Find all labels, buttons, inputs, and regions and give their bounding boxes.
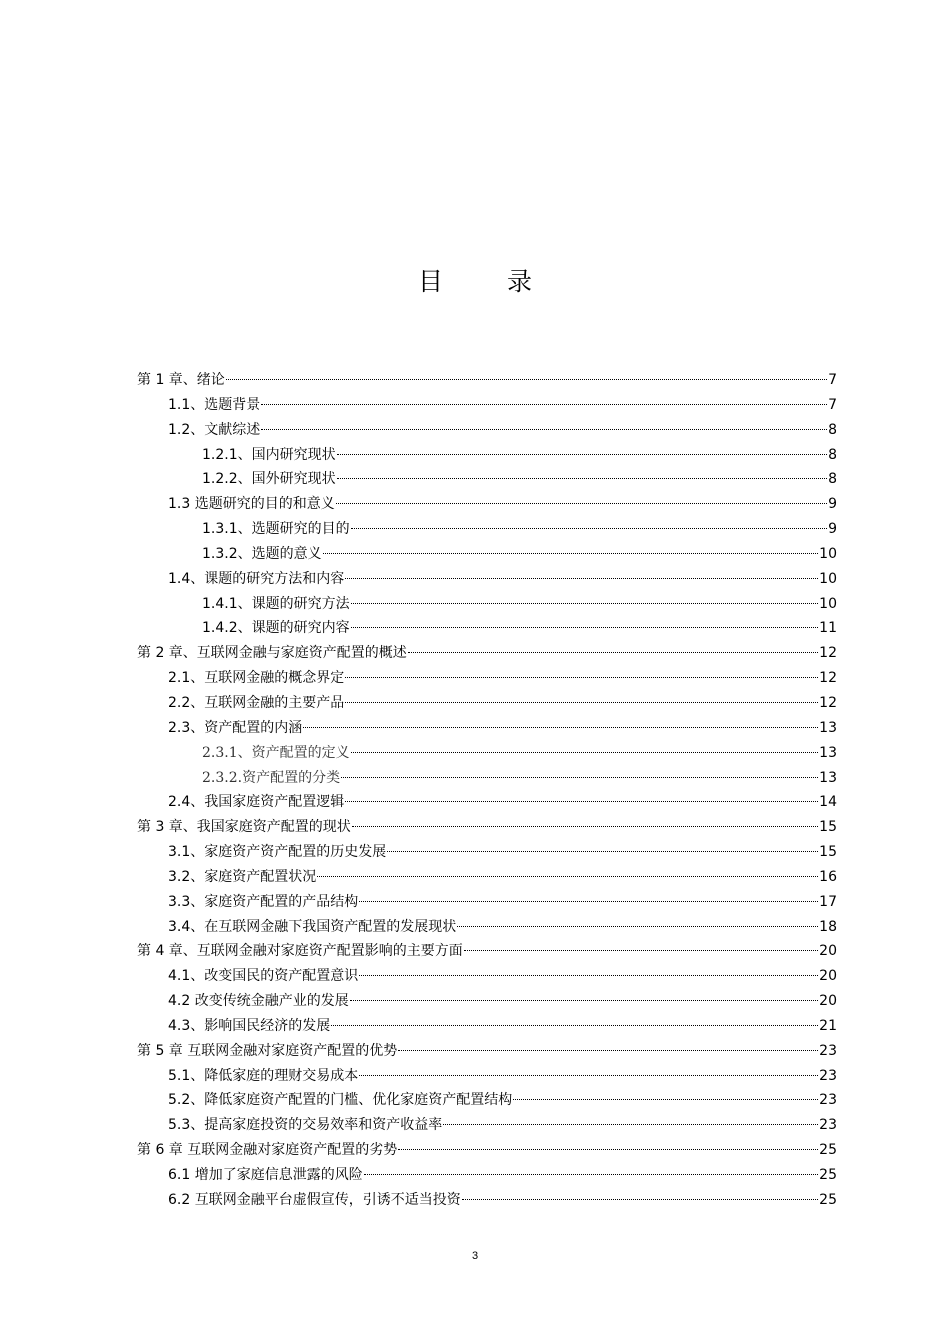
- toc-entry[interactable]: [137, 1088, 837, 1113]
- toc-entry[interactable]: [137, 666, 837, 691]
- dot-leader: [359, 901, 818, 902]
- toc-entry[interactable]: [137, 1064, 837, 1089]
- dot-leader: [303, 727, 818, 728]
- dot-leader: [464, 950, 818, 951]
- toc-entry-label: 第 4 章、互联网金融对家庭资产配置影响的主要方面: [137, 943, 463, 960]
- toc-entry-label: 3.4、在互联网金融下我国资产配置的发展现状: [168, 918, 457, 935]
- dot-leader: [261, 404, 827, 405]
- toc-entry-page: 20: [819, 993, 837, 1010]
- toc-entry-page: 20: [819, 968, 837, 985]
- dot-leader: [513, 1099, 818, 1100]
- toc-entry-label: 1.3.2、选题的意义: [202, 545, 322, 562]
- dot-leader: [337, 478, 827, 479]
- toc-entry-page: 25: [819, 1191, 837, 1208]
- toc-entry[interactable]: [137, 616, 837, 641]
- toc-entry-label: 1.2.2、国外研究现状: [202, 471, 336, 488]
- toc-entry-label: 3.1、家庭资产资产配置的历史发展: [168, 844, 387, 861]
- toc-entry[interactable]: [137, 939, 837, 964]
- dot-leader: [341, 777, 818, 778]
- toc-entry-label: 5.3、提高家庭投资的交易效率和资产收益率: [168, 1117, 443, 1134]
- toc-entry[interactable]: [137, 815, 837, 840]
- toc-entry-page: 7: [828, 396, 837, 413]
- toc-entry-label: 第 2 章、互联网金融与家庭资产配置的概述: [137, 645, 407, 662]
- toc-entry[interactable]: [137, 741, 837, 766]
- dot-leader: [364, 1174, 818, 1175]
- dot-leader: [398, 1050, 818, 1051]
- toc-entry[interactable]: [137, 1163, 837, 1188]
- toc-entry[interactable]: [137, 443, 837, 468]
- toc-entry-page: 13: [819, 744, 837, 761]
- toc-entry-label: 1.2、文献综述: [168, 421, 261, 438]
- toc-entry-page: 23: [819, 1117, 837, 1134]
- dot-leader: [351, 528, 827, 529]
- toc-entry-label: 1.1、选题背景: [168, 396, 261, 413]
- dot-leader: [261, 429, 827, 430]
- toc-entry[interactable]: [137, 368, 837, 393]
- toc-entry-page: 23: [819, 1042, 837, 1059]
- toc-entry-label: 第 6 章 互联网金融对家庭资产配置的劣势: [137, 1142, 398, 1159]
- toc-entry-page: 8: [828, 421, 837, 438]
- toc-entry-page: 14: [819, 794, 837, 811]
- toc-entry-page: 13: [819, 769, 837, 786]
- dot-leader: [408, 652, 818, 653]
- toc-entry-page: 17: [819, 893, 837, 910]
- dot-leader: [443, 1124, 818, 1125]
- toc-entry-label: 1.4.1、课题的研究方法: [202, 595, 350, 612]
- toc-entry-page: 9: [828, 496, 837, 513]
- dot-leader: [351, 627, 819, 628]
- toc-entry[interactable]: [137, 492, 837, 517]
- toc-entry-label: 第 1 章、绪论: [137, 372, 225, 388]
- toc-entry-page: 23: [819, 1067, 837, 1084]
- toc-entry-page: 21: [819, 1017, 837, 1034]
- dot-leader: [350, 1000, 818, 1001]
- toc-entry-page: 7: [828, 372, 837, 388]
- toc-entry-page: 11: [819, 620, 837, 637]
- dot-leader: [352, 826, 818, 827]
- toc-entry-page: 15: [819, 844, 837, 861]
- toc-entry-label: 5.1、降低家庭的理财交易成本: [168, 1067, 359, 1084]
- toc-entry-label: 3.2、家庭资产配置状况: [168, 868, 317, 885]
- toc-entry[interactable]: [137, 915, 837, 940]
- toc-entry[interactable]: [137, 865, 837, 890]
- toc-entry-label: 1.2.1、国内研究现状: [202, 446, 336, 463]
- toc-entry-page: 25: [819, 1142, 837, 1159]
- toc-entry[interactable]: [137, 964, 837, 989]
- dot-leader: [336, 503, 827, 504]
- toc-entry[interactable]: [137, 1014, 837, 1039]
- toc-entry-page: 18: [819, 918, 837, 935]
- toc-entry-page: 12: [819, 694, 837, 711]
- dot-leader: [345, 702, 818, 703]
- dot-leader: [226, 379, 827, 380]
- dot-leader: [462, 1199, 818, 1200]
- toc-entry[interactable]: [137, 641, 837, 666]
- dot-leader: [359, 975, 818, 976]
- toc-entry-page: 16: [819, 868, 837, 885]
- toc-entry[interactable]: [137, 1113, 837, 1138]
- toc-entry-label: 4.2 改变传统金融产业的发展: [168, 993, 349, 1010]
- toc-entry[interactable]: [137, 467, 837, 492]
- toc-entry[interactable]: [137, 840, 837, 865]
- toc-entry[interactable]: [137, 517, 837, 542]
- toc-entry-label: 2.3、资产配置的内涵: [168, 719, 303, 736]
- toc-entry-page: 9: [828, 521, 837, 538]
- toc-entry-label: 2.3.2.资产配置的分类: [202, 769, 341, 786]
- toc-entry-page: 15: [819, 819, 837, 836]
- toc-entry-page: 10: [819, 595, 837, 612]
- table-of-contents: [137, 368, 837, 1213]
- toc-entry[interactable]: [137, 1039, 837, 1064]
- toc-entry-label: 1.3 选题研究的目的和意义: [168, 496, 335, 513]
- toc-entry[interactable]: [137, 592, 837, 617]
- toc-entry[interactable]: [137, 393, 837, 418]
- toc-entry[interactable]: [137, 567, 837, 592]
- toc-entry-page: 8: [828, 446, 837, 463]
- toc-entry-label: 5.2、降低家庭资产配置的门槛、优化家庭资产配置结构: [168, 1092, 513, 1109]
- toc-entry[interactable]: [137, 1188, 837, 1213]
- dot-leader: [345, 801, 818, 802]
- toc-entry-page: 23: [819, 1092, 837, 1109]
- toc-entry-page: 13: [819, 719, 837, 736]
- toc-entry-label: 1.3.1、选题研究的目的: [202, 521, 350, 538]
- toc-entry-label: 6.2 互联网金融平台虚假宣传，引诱不适当投资: [168, 1191, 461, 1208]
- dot-leader: [345, 677, 818, 678]
- toc-entry[interactable]: [137, 989, 837, 1014]
- toc-entry[interactable]: [137, 542, 837, 567]
- dot-leader: [351, 603, 819, 604]
- toc-entry-page: 10: [819, 570, 837, 587]
- toc-entry[interactable]: [137, 716, 837, 741]
- dot-leader: [331, 1025, 818, 1026]
- toc-entry-label: 2.4、我国家庭资产配置逻辑: [168, 794, 345, 811]
- toc-entry[interactable]: [137, 1138, 837, 1163]
- toc-entry[interactable]: [137, 890, 837, 915]
- dot-leader: [337, 454, 827, 455]
- page-title: 目 录: [418, 267, 560, 296]
- toc-entry-label: 第 5 章 互联网金融对家庭资产配置的优势: [137, 1042, 398, 1059]
- toc-entry-label: 第 3 章、我国家庭资产配置的现状: [137, 819, 351, 836]
- toc-entry[interactable]: [137, 790, 837, 815]
- dot-leader: [317, 876, 818, 877]
- page-number: 3: [471, 1250, 479, 1262]
- dot-leader: [359, 1075, 818, 1076]
- dot-leader: [351, 752, 819, 753]
- toc-entry-label: 6.1 增加了家庭信息泄露的风险: [168, 1167, 363, 1183]
- toc-entry-page: 25: [819, 1167, 837, 1183]
- toc-entry-page: 10: [819, 545, 837, 562]
- dot-leader: [457, 926, 818, 927]
- toc-entry-label: 3.3、家庭资产配置的产品结构: [168, 893, 359, 910]
- toc-entry-label: 2.1、互联网金融的概念界定: [168, 670, 345, 687]
- dot-leader: [323, 553, 819, 554]
- toc-entry[interactable]: [137, 691, 837, 716]
- dot-leader: [345, 578, 818, 579]
- toc-entry[interactable]: [137, 418, 837, 443]
- toc-entry-label: 1.4.2、课题的研究内容: [202, 620, 350, 637]
- dot-leader: [398, 1149, 818, 1150]
- toc-entry-label: 4.1、改变国民的资产配置意识: [168, 968, 359, 985]
- toc-entry-label: 2.3.1、资产配置的定义: [202, 744, 350, 761]
- toc-entry-page: 12: [819, 670, 837, 687]
- toc-entry-label: 1.4、课题的研究方法和内容: [168, 570, 345, 587]
- dot-leader: [387, 851, 818, 852]
- toc-entry-page: 12: [819, 645, 837, 662]
- toc-entry[interactable]: [137, 766, 837, 791]
- toc-entry-page: 8: [828, 471, 837, 488]
- toc-entry-label: 4.3、影响国民经济的发展: [168, 1017, 331, 1034]
- toc-entry-page: 20: [819, 943, 837, 960]
- toc-entry-label: 2.2、互联网金融的主要产品: [168, 694, 345, 711]
